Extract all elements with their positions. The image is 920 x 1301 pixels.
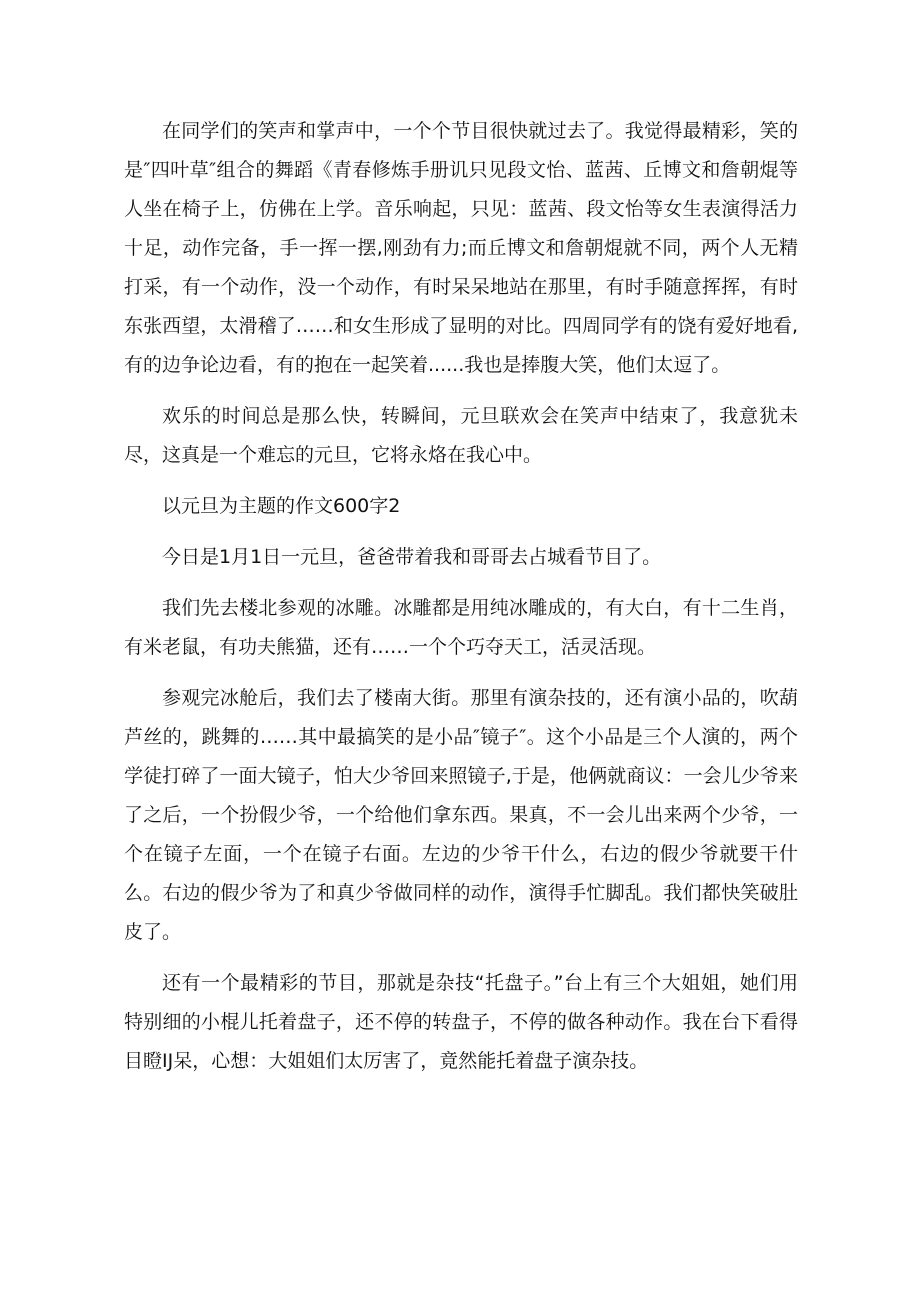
paragraph-plate-acrobatics: 还有一个最精彩的节目，那就是杂技“托盘子。”台上有三个大姐姐，她们用特别细的小棍儿托着盘子，还不停的转盘子，不停的做各种动作。我在台下看得目瞪IJ呆，心想：大姐姐们太厉害了，竟然能托着盘子演杂技。 <box>124 972 798 1072</box>
paragraph-party-ending: 欢乐的时间总是那么快，转瞬间，元旦联欢会在笑声中结束了，我意犹未尽，这真是一个难忘的元旦，它将永烙在我心中。 <box>124 405 798 466</box>
document-body <box>124 112 798 1093</box>
paragraph-mirror-skit: 参观完冰舱后，我们去了楼南大街。那里有演杂技的，还有演小品的，吹葫芦丝的，跳舞的……其中最搞笑的是小品″镜子″。这个小品是三个人演的，两个学徒打碎了一面大镜子，怕大少爷回来照镜子,于是，他俩就商议：一会儿少爷来了之后，一个扮假少爷，一个给他们拿东西。果真，不一会儿出来两个少爷，一个在镜子左面，一个在镜子右面。左边的少爷干什么，右边的假少爷就要干什么。右边的假少爷为了和真少爷做同样的动作，演得手忙脚乱。我们都快笑破肚皮了。 <box>124 687 798 943</box>
paragraph-new-year-day: 今日是1月1日一元旦，爸爸带着我和哥哥去占城看节目了。 <box>162 546 662 568</box>
paragraph-party-performance: 在同学们的笑声和掌声中，一个个节目很快就过去了。我觉得最精彩，笑的是″四叶草″组合的舞蹈《青春修炼手册讥只见段文怡、蓝茜、丘博文和詹朝焜等人坐在椅子上，仿佛在上学。音乐响起，只见：蓝茜、段文怡等女生表演得活力十足，动作完备，手一挥一摆,刚劲有力;而丘博文和詹朝焜就不同，两个人无精打采，有一个动作，没一个动作，有时呆呆地站在那里，有时手随意挥挥，有时东张西望，太滑稽了……和女生形成了显明的对比。四周同学有的饶有爱好地看,有的边争论边看，有的抱在一起笑着......我也是捧腹大笑，他们太逗了。 <box>124 120 798 376</box>
paragraph-ice-sculptures: 我们先去楼北参观的冰雕。冰雕都是用纯冰雕成的，有大白，有十二生肖，有米老鼠，有功夫熊猫，还有……一个个巧夺天工，活灵活现。 <box>124 597 798 658</box>
essay-title: 以元旦为主题的作文600字2 <box>162 495 401 517</box>
